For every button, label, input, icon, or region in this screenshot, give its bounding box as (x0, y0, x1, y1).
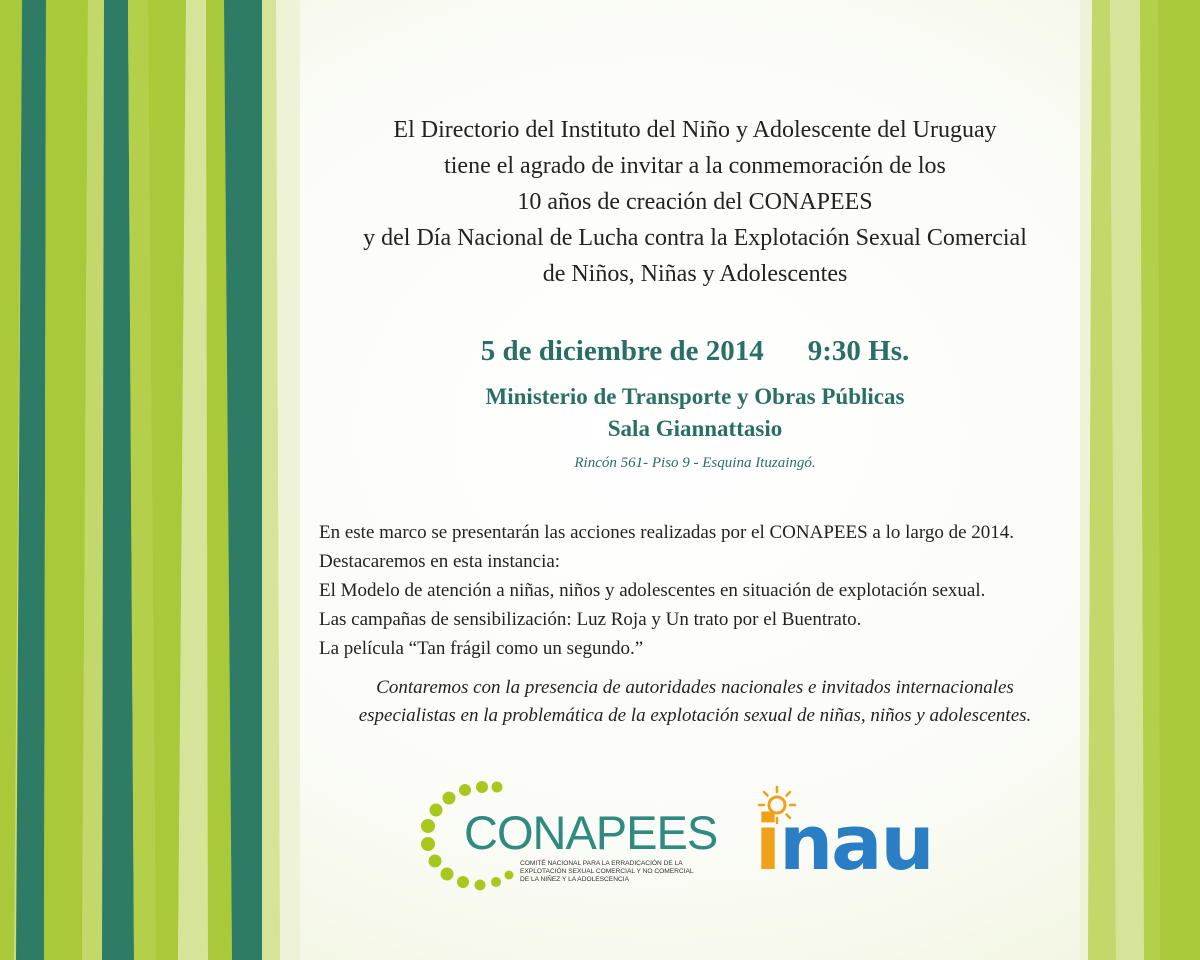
conapees-subtitle (520, 860, 730, 884)
body-line: Las campañas de sensibilización: Luz Roja y Un trato por el Buentrato. (319, 609, 862, 630)
event-address: Rincón 561- Piso 9 - Esquina Ituzaingó. (574, 455, 816, 471)
intro-line: 10 años de creación del CONAPEES (517, 189, 873, 215)
invitation-intro (275, 112, 1115, 292)
intro-line: tiene el agrado de invitar a la conmemoración de los (444, 153, 946, 179)
event-date: 5 de diciembre de 2014 (480, 335, 764, 367)
event-venue-block (275, 381, 1115, 445)
conapees-subtitle-line: COMITÉ NACIONAL PARA LA ERRADICACIÓN DE LA (520, 860, 683, 867)
intro-line: El Directorio del Instituto del Niño y Adolescente del Uruguay (393, 117, 997, 143)
event-time: 9:30 Hs. (807, 335, 910, 367)
inau-letters: nau (779, 798, 933, 887)
closing-line: Contaremos con la presencia de autoridades nacionales e invitados internacionales (376, 677, 1014, 698)
body-line: El Modelo de atención a niñas, niños y adolescentes en situación de explotación sexual. (319, 580, 986, 601)
inau-wordmark (755, 798, 933, 887)
left-stripes-decoration (0, 0, 300, 960)
event-room: Sala Giannattasio (607, 416, 783, 441)
closing-line: especialistas en la problemática de la explotación sexual de niñas, niños y adolescentes. (358, 705, 1032, 726)
inau-logo (755, 785, 965, 885)
invitation-closing (275, 674, 1115, 730)
intro-line: de Niños, Niñas y Adolescentes (542, 261, 848, 287)
conapees-logo (420, 778, 720, 898)
event-venue: Ministerio de Transporte y Obras Públicas (485, 384, 905, 409)
invitation-body (319, 518, 1109, 663)
body-line: Destacaremos en esta instancia: (319, 551, 561, 572)
body-line: En este marco se presentarán las acciones realizadas por el CONAPEES a lo largo de 2014. (319, 522, 1015, 543)
inau-letter-i: i (755, 798, 780, 887)
intro-line: y del Día Nacional de Lucha contra la Explotación Sexual Comercial (363, 225, 1027, 251)
event-date-time (275, 333, 1115, 369)
conapees-wordmark: CONAPEES (464, 806, 718, 859)
body-line: La película “Tan frágil como un segundo.” (319, 638, 644, 659)
conapees-subtitle-line: EXPLOTACIÓN SEXUAL COMERCIAL Y NO COMERCIAL (520, 868, 694, 875)
conapees-subtitle-line: DE LA NIÑEZ Y LA ADOLESCENCIA (520, 876, 629, 883)
invitation-content (275, 0, 1115, 960)
